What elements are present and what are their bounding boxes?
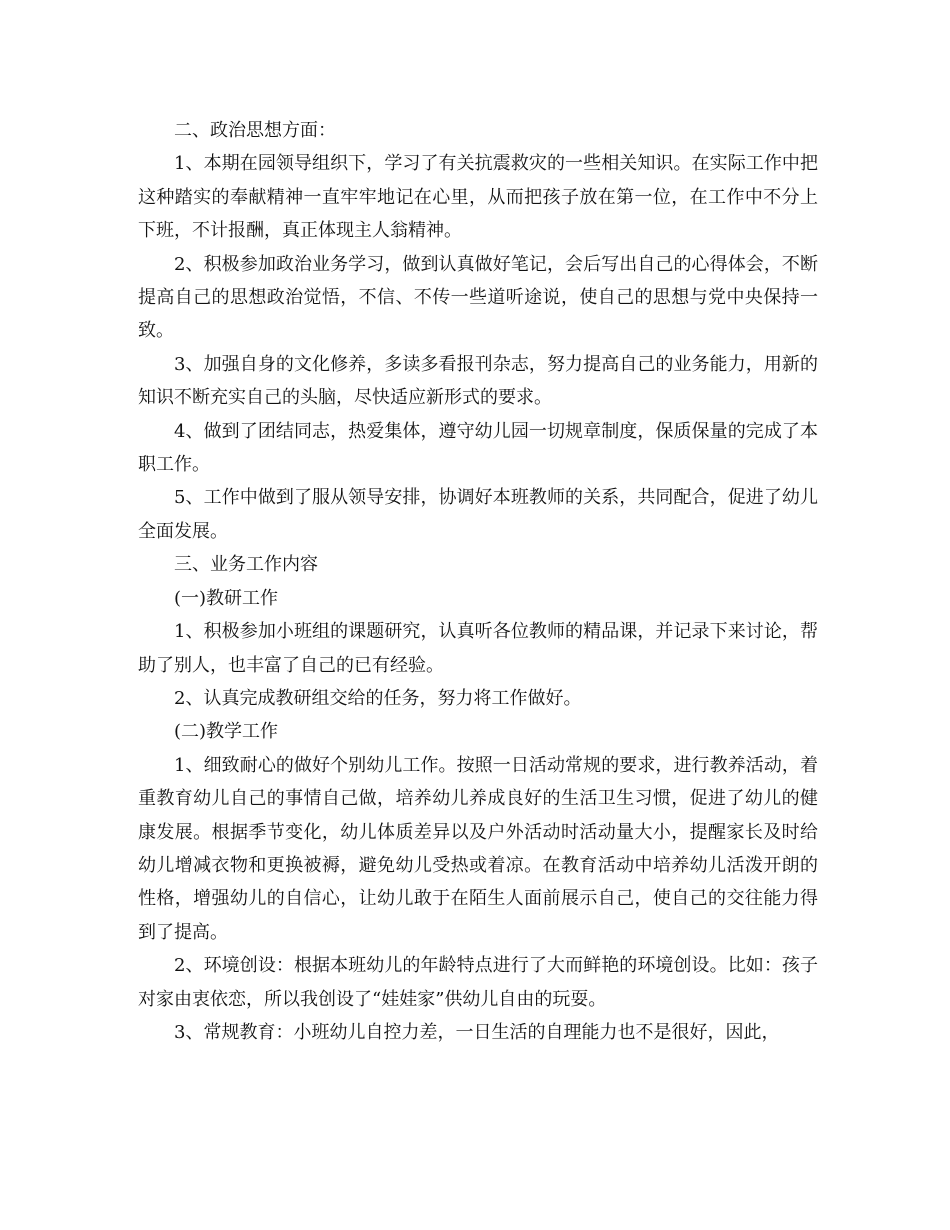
paragraph: 1、细致耐心的做好个别幼儿工作。按照一日活动常规的要求，进行教养活动，着重教育幼儿自己的事情自己做，培养幼儿养成良好的生活卫生习惯，促进了幼儿的健康发展。根据季节变化，幼儿体质差异以及户外活动时活动量大小，提醒家长及时给幼儿增减衣物和更换被褥，避免幼儿受热或着凉。在教育活动中培养幼儿活泼开朗的性格，增强幼儿的自信心，让幼儿敢于在陌生人面前展示自己，使自己的交往能力得到了提高。 — [138, 754, 818, 943]
section-heading-business: 三、业务工作内容 — [174, 554, 318, 576]
subsection-heading-teaching: (二)教学工作 — [174, 721, 279, 743]
document-body — [138, 114, 818, 1049]
paragraph: 2、环境创设：根据本班幼儿的年龄特点进行了大而鲜艳的环境创设。比如：孩子对家由衷依恋，所以我创设了“娃娃家”供幼儿自由的玩耍。 — [138, 955, 818, 1010]
paragraph: 4、做到了团结同志，热爱集体，遵守幼儿园一切规章制度，保质保量的完成了本职工作。 — [138, 420, 818, 476]
paragraph: 1、本期在园领导组织下，学习了有关抗震救灾的一些相关知识。在实际工作中把这种踏实的奉献精神一直牢牢地记在心里，从而把孩子放在第一位，在工作中不分上下班，不计报酬，真正体现主人翁精神。 — [138, 153, 818, 242]
paragraph: 2、认真完成教研组交给的任务，努力将工作做好。 — [174, 687, 582, 709]
paragraph: 5、工作中做到了服从领导安排，协调好本班教师的关系，共同配合，促进了幼儿全面发展。 — [138, 487, 818, 542]
paragraph: 1、积极参加小班组的课题研究，认真听各位教师的精品课，并记录下来讨论，帮助了别人，也丰富了自己的已有经验。 — [138, 621, 818, 676]
paragraph: 3、常规教育：小班幼儿自控力差，一日生活的自理能力也不是很好，因此， — [174, 1021, 780, 1043]
subsection-heading-research: (一)教研工作 — [174, 587, 279, 609]
paragraph: 3、加强自身的文化修养，多读多看报刊杂志，努力提高自己的业务能力，用新的知识不断充实自己的头脑，尽快适应新形式的要求。 — [138, 353, 818, 409]
paragraph: 2、积极参加政治业务学习，做到认真做好笔记，会后写出自己的心得体会，不断提高自己的思想政治觉悟，不信、不传一些道听途说，使自己的思想与党中央保持一致。 — [138, 253, 818, 342]
section-heading-political: 二、政治思想方面： — [174, 120, 336, 141]
